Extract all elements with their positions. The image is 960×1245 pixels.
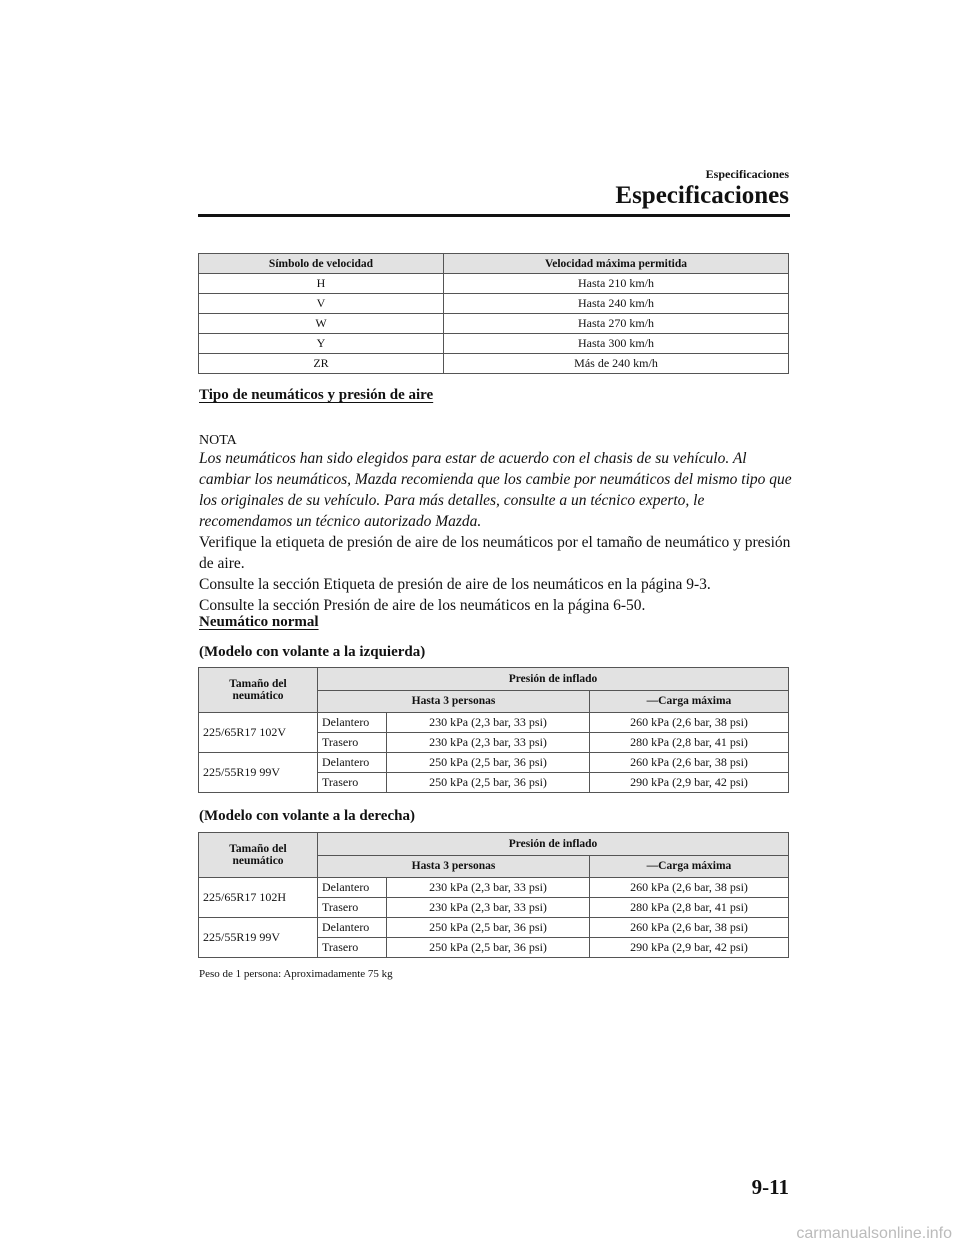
axle: Delantero <box>318 878 387 898</box>
axle: Trasero <box>318 773 387 793</box>
up-to-3-header: Hasta 3 personas <box>318 855 590 878</box>
watermark: carmanualsonline.info <box>796 1225 952 1242</box>
body-paragraph: Consulte la sección Presión de aire de los neumáticos en la página 6-50. <box>199 597 646 614</box>
header-rule <box>198 214 790 217</box>
up-to-3-header: Hasta 3 personas <box>318 690 590 713</box>
subsection-heading: Neumático normal <box>199 614 319 630</box>
max-speed: Hasta 270 km/h <box>444 314 789 334</box>
max-load-header: ―Carga máxima <box>590 855 789 878</box>
table-row <box>199 753 789 773</box>
speed-symbol-header: Símbolo de velocidad <box>199 254 444 274</box>
note-text: Los neumáticos han sido elegidos para estar de acuerdo con el chasis de su vehículo. Al cambiar los neumáticos, Mazda recomienda que los cambie por neumáticos del mismo tipo que los originales de su vehículo. Para más detalles, consulte a un técnico experto, le recomendamos un técnico autorizado Mazda. <box>199 450 792 530</box>
page-number: 9-11 <box>751 1175 789 1199</box>
axle: Trasero <box>318 898 387 918</box>
table-row <box>199 918 789 938</box>
table-row <box>199 354 789 374</box>
running-header: Especificaciones <box>705 167 789 181</box>
pressure-max-load: 280 kPa (2,8 bar, 41 psi) <box>590 733 789 753</box>
pressure-up-to-3: 250 kPa (2,5 bar, 36 psi) <box>387 918 590 938</box>
pressure-up-to-3: 230 kPa (2,3 bar, 33 psi) <box>387 878 590 898</box>
tire-size: 225/55R19 99V <box>199 918 318 958</box>
table-row <box>199 713 789 733</box>
max-load-header: ―Carga máxima <box>590 690 789 713</box>
max-speed-header: Velocidad máxima permitida <box>444 254 789 274</box>
max-speed: Hasta 300 km/h <box>444 334 789 354</box>
pressure-max-load: 280 kPa (2,8 bar, 41 psi) <box>590 898 789 918</box>
max-speed: Más de 240 km/h <box>444 354 789 374</box>
max-speed: Hasta 210 km/h <box>444 274 789 294</box>
pressure-max-load: 290 kPa (2,9 bar, 42 psi) <box>590 773 789 793</box>
table-header-row <box>199 668 789 691</box>
speed-symbol: Y <box>199 334 444 354</box>
pressure-up-to-3: 250 kPa (2,5 bar, 36 psi) <box>387 773 590 793</box>
pressure-up-to-3: 250 kPa (2,5 bar, 36 psi) <box>387 753 590 773</box>
page-title: Especificaciones <box>615 182 789 209</box>
speed-symbol: ZR <box>199 354 444 374</box>
pressure-max-load: 260 kPa (2,6 bar, 38 psi) <box>590 918 789 938</box>
tire-size: 225/55R19 99V <box>199 753 318 793</box>
pressure-header: Presión de inflado <box>318 833 789 856</box>
table-row <box>199 334 789 354</box>
max-speed: Hasta 240 km/h <box>444 294 789 314</box>
axle: Trasero <box>318 733 387 753</box>
axle: Delantero <box>318 918 387 938</box>
pressure-up-to-3: 230 kPa (2,3 bar, 33 psi) <box>387 898 590 918</box>
tire-size-header: Tamaño del neumático <box>199 833 318 878</box>
section-heading: Tipo de neumáticos y presión de aire <box>199 387 434 403</box>
rhd-pressure-table <box>198 832 789 958</box>
pressure-max-load: 260 kPa (2,6 bar, 38 psi) <box>590 713 789 733</box>
pressure-up-to-3: 230 kPa (2,3 bar, 33 psi) <box>387 713 590 733</box>
body-paragraph: Consulte la sección Etiqueta de presión de aire de los neumáticos en la página 9-3. <box>199 576 711 593</box>
speed-symbol: W <box>199 314 444 334</box>
table-row <box>199 314 789 334</box>
axle: Delantero <box>318 713 387 733</box>
speed-symbol: H <box>199 274 444 294</box>
table-row <box>199 878 789 898</box>
speed-symbol: V <box>199 294 444 314</box>
table-header-row <box>199 254 789 274</box>
speed-table <box>198 253 789 374</box>
tire-size: 225/65R17 102H <box>199 878 318 918</box>
table-header-row <box>199 833 789 856</box>
lhd-title: (Modelo con volante a la izquierda) <box>199 644 426 660</box>
tire-size-header: Tamaño del neumático <box>199 668 318 713</box>
pressure-max-load: 260 kPa (2,6 bar, 38 psi) <box>590 753 789 773</box>
pressure-max-load: 290 kPa (2,9 bar, 42 psi) <box>590 938 789 958</box>
axle: Delantero <box>318 753 387 773</box>
lhd-pressure-table <box>198 667 789 793</box>
pressure-up-to-3: 230 kPa (2,3 bar, 33 psi) <box>387 733 590 753</box>
pressure-header: Presión de inflado <box>318 668 789 691</box>
tire-size: 225/65R17 102V <box>199 713 318 753</box>
axle: Trasero <box>318 938 387 958</box>
footnote: Peso de 1 persona: Aproximadamente 75 kg <box>199 968 393 980</box>
table-row <box>199 294 789 314</box>
table-row <box>199 274 789 294</box>
pressure-max-load: 260 kPa (2,6 bar, 38 psi) <box>590 878 789 898</box>
rhd-title: (Modelo con volante a la derecha) <box>199 808 415 824</box>
body-paragraph: Verifique la etiqueta de presión de aire de los neumáticos por el tamaño de neumático y presión de aire. <box>199 534 791 572</box>
note-label: NOTA <box>199 433 237 448</box>
pressure-up-to-3: 250 kPa (2,5 bar, 36 psi) <box>387 938 590 958</box>
